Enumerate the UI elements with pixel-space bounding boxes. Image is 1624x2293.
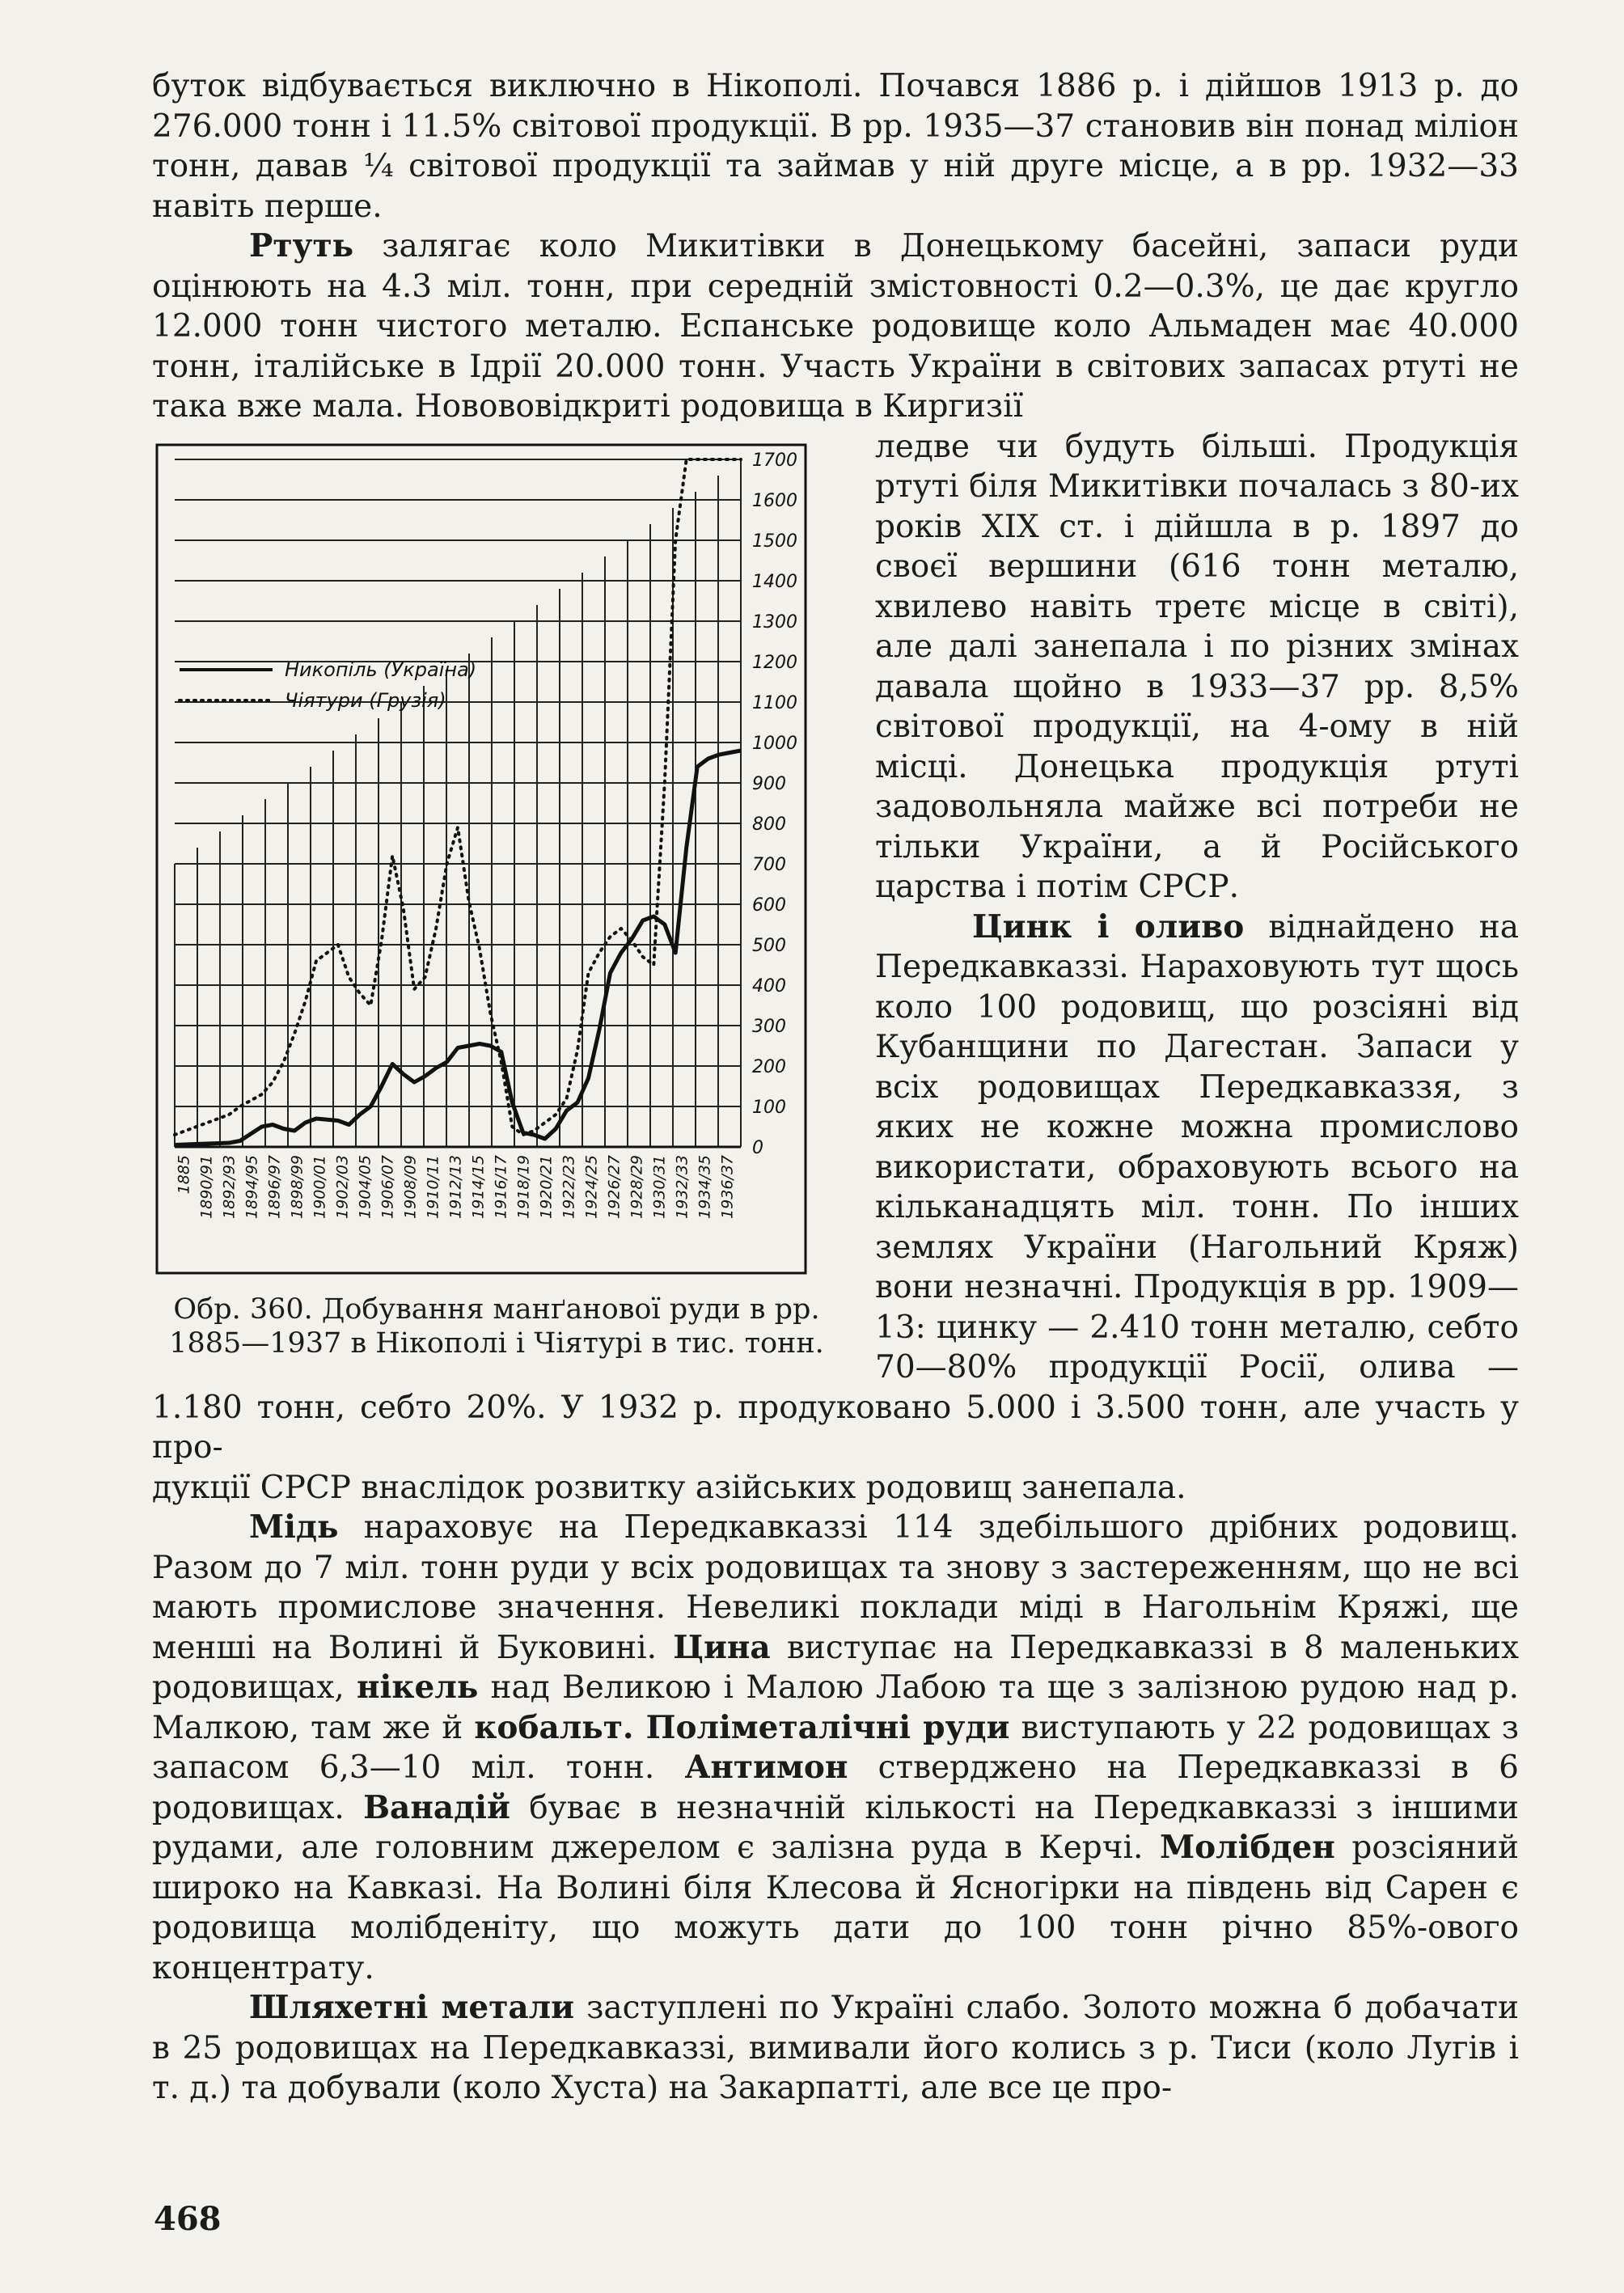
term-noble-metals: Шляхетні метали [249,1989,575,2026]
page-body [152,66,1519,2109]
y-tick-label: 200 [752,1056,786,1077]
y-tick-label: 0 [752,1137,763,1158]
y-tick-label: 500 [752,935,786,956]
x-tick-label: 1894/95 [243,1154,261,1219]
x-tick-label: 1930/31 [650,1154,669,1219]
series-line-1 [175,459,741,1135]
y-tick-label: 1000 [752,733,797,754]
figure-caption: Обр. 360. Добування манґанової руди в рр. 1885—1937 в Нікополі і Чіятурі в тис. тонн. [169,1292,824,1360]
term-antimony: Антимон [684,1749,848,1786]
text-molybdenum: розсіяний широко на Кавказі. На Волині біля Клесова й Ясногірки на південь від Сарен є родовища молібденіту, що можуть дати до 100 тонн річно 85%-ового концентрату. [152,1830,1519,1986]
x-tick-label: 1924/25 [582,1154,601,1219]
paragraph-mercury-a [152,226,1519,427]
y-tick-label: 1400 [752,571,797,592]
x-tick-label: 1914/15 [469,1154,488,1219]
x-tick-label: 1896/97 [265,1154,284,1219]
x-tick-label: 1928/29 [628,1154,646,1219]
x-tick-label: 1932/33 [673,1154,691,1219]
x-tick-label: 1908/09 [401,1154,420,1219]
x-tick-label: 1918/19 [514,1154,533,1219]
y-tick-label: 1100 [752,692,797,713]
y-tick-label: 600 [752,895,786,916]
chart-frame [157,445,806,1273]
term-cobalt: кобальт. Поліметалічні руди [474,1708,1010,1746]
term-zinc: Цинк і оливо [972,907,1245,946]
figure-block [152,427,841,1360]
x-tick-label: 1912/13 [446,1154,465,1219]
y-tick-label: 300 [752,1016,786,1037]
x-tick-label: 1885 [175,1154,193,1194]
x-tick-label: 1906/07 [379,1154,397,1219]
paragraph-copper [152,1508,1519,1988]
page-number: 468 [154,2200,222,2238]
term-vanadium: Ванадій [363,1788,510,1826]
y-tick-label: 800 [752,814,786,835]
y-tick-label: 1700 [752,450,797,471]
y-tick-label: 700 [752,854,786,875]
y-tick-label: 1600 [752,490,797,511]
x-tick-label: 1910/11 [424,1154,442,1219]
text-vanadium: буває в незначній кількості на Передкавказзі з іншими рудами, але головним джерелом є залізна руда в Керчі. [152,1789,1519,1866]
x-tick-label: 1902/03 [333,1154,352,1219]
text-mercury-a: залягає коло Микитівки в Донецькому басейні, запаси руди оцінюють на 4.3 міл. тонн, при середній змістовності 0.2—0.3%, це дає кругло 12.000 тонн чистого металю. Еспанське родовище коло Альмаден має 40.000 тонн, італійське в Ідрії 20.000 тонн. Участь України в світових запасах ртуті не така вже мала. Новововідкриті родовища в Киргизії [152,228,1519,425]
y-tick-label: 100 [752,1097,786,1118]
paragraph-mercury-b: ледве чи будуть більші. Продукція ртуті біля Микитівки почалась з 80-их років XIX ст. і дійшла в р. 1897 до своєї вершини (616 тонн металю, хвилево навіть третє місце в світі), але далі занепала і по різних змінах давала щойно в 1933—37 рр. 8,5% світової продукції, на 4-ому в ній місці. Донецька продукція ртуті задовольняла майже всі потреби не тільки України, а й Російського царства і потім СРСР. [875,428,1519,905]
y-tick-label: 1200 [752,652,797,673]
term-copper: Мідь [249,1508,339,1546]
legend-label-0: Никопіль (Україна) [285,658,477,681]
legend-label-1: Чіятури (Грузія) [285,688,446,712]
text-nickel: над Великою і Малою Лабою та ще з залізною рудою над р. Малкою, там же й [152,1669,1519,1746]
text-zinc: віднайдено на Передкавказзі. Нараховують тут щось коло 100 родовищ, що розсіяні від Кубанщини по Дагестан. Запаси у всіх родовищах Передкавказзя, з яких не кожне можна промислово використати, обраховують всього на кільканадцять міл. тонн. По інших землях України (Нагольний Кряж) вони незначні. Продукція в рр. 1909—13: цинку — 2.410 тонн металю, себто 70—80% продукції Росії, олива — 1.180 тонн, себто 20%. У 1932 р. продуковано 5.000 і 3.500 тонн, але участь у про- [152,908,1520,1466]
x-tick-label: 1936/37 [718,1154,737,1219]
chart-svg [152,435,841,1276]
x-tick-label: 1926/27 [605,1154,624,1219]
x-tick-label: 1890/91 [197,1154,216,1219]
term-molybdenum: Молібден [1159,1829,1335,1866]
y-tick-label: 400 [752,975,786,996]
y-tick-label: 1500 [752,531,797,552]
x-tick-label: 1892/93 [220,1154,239,1219]
x-tick-label: 1898/99 [288,1154,307,1219]
text-antimony: стверджено на Передкавказзі в 6 родовищах. [152,1749,1519,1826]
term-mercury: Ртуть [249,227,354,264]
paragraph-1: буток відбувається виключно в Нікополі. Почався 1886 р. і дійшов 1913 р. до 276.000 тонн і 11.5% світової продукції. В рр. 1935—37 становив він понад міліон тонн, давав ¼ світової продукції та займав у ній друге місце, а в рр. 1932—33 навіть перше. [152,68,1519,225]
text-polymetal: виступають у 22 родовищах з запасом 6,3—10 міл. тонн. [152,1709,1519,1786]
y-tick-label: 900 [752,773,786,794]
text-copper: нараховує на Передкавказзі 114 здебільшого дрібних родовищ. Разом до 7 міл. тонн руди у всіх родовищах та знову з застереженням, що не всі мають промислове значення. Невеликі поклади міді в Нагольнім Кряжі, ще менші на Волині й Буковині. [152,1509,1519,1666]
y-tick-label: 1300 [752,611,797,632]
x-tick-label: 1922/23 [560,1154,578,1219]
x-tick-label: 1934/35 [696,1154,714,1219]
paragraph-noble-metals [152,1988,1519,2109]
x-tick-label: 1900/01 [311,1154,329,1219]
x-tick-label: 1920/21 [537,1154,556,1219]
term-tin: Цина [673,1628,771,1666]
text-noble-metals: заступлені по Україні слабо. Золото можна б добачати в 25 родовищах на Передкавказзі, вимивали його колись з р. Тиси (коло Лугів і т. д.) та добували (коло Хуста) на Закарпатті, але все це про- [152,1990,1520,2106]
text-tin: виступає на Передкавказзі в 8 маленьких родовищах, [152,1629,1519,1706]
x-tick-label: 1904/05 [356,1154,374,1219]
manganese-chart [152,435,841,1276]
paragraph-zinc-end: дукції СРСР внаслідок розвитку азійських родовищ занепала. [152,1469,1186,1506]
term-nickel: нікель [357,1669,479,1706]
x-tick-label: 1916/17 [492,1154,510,1219]
